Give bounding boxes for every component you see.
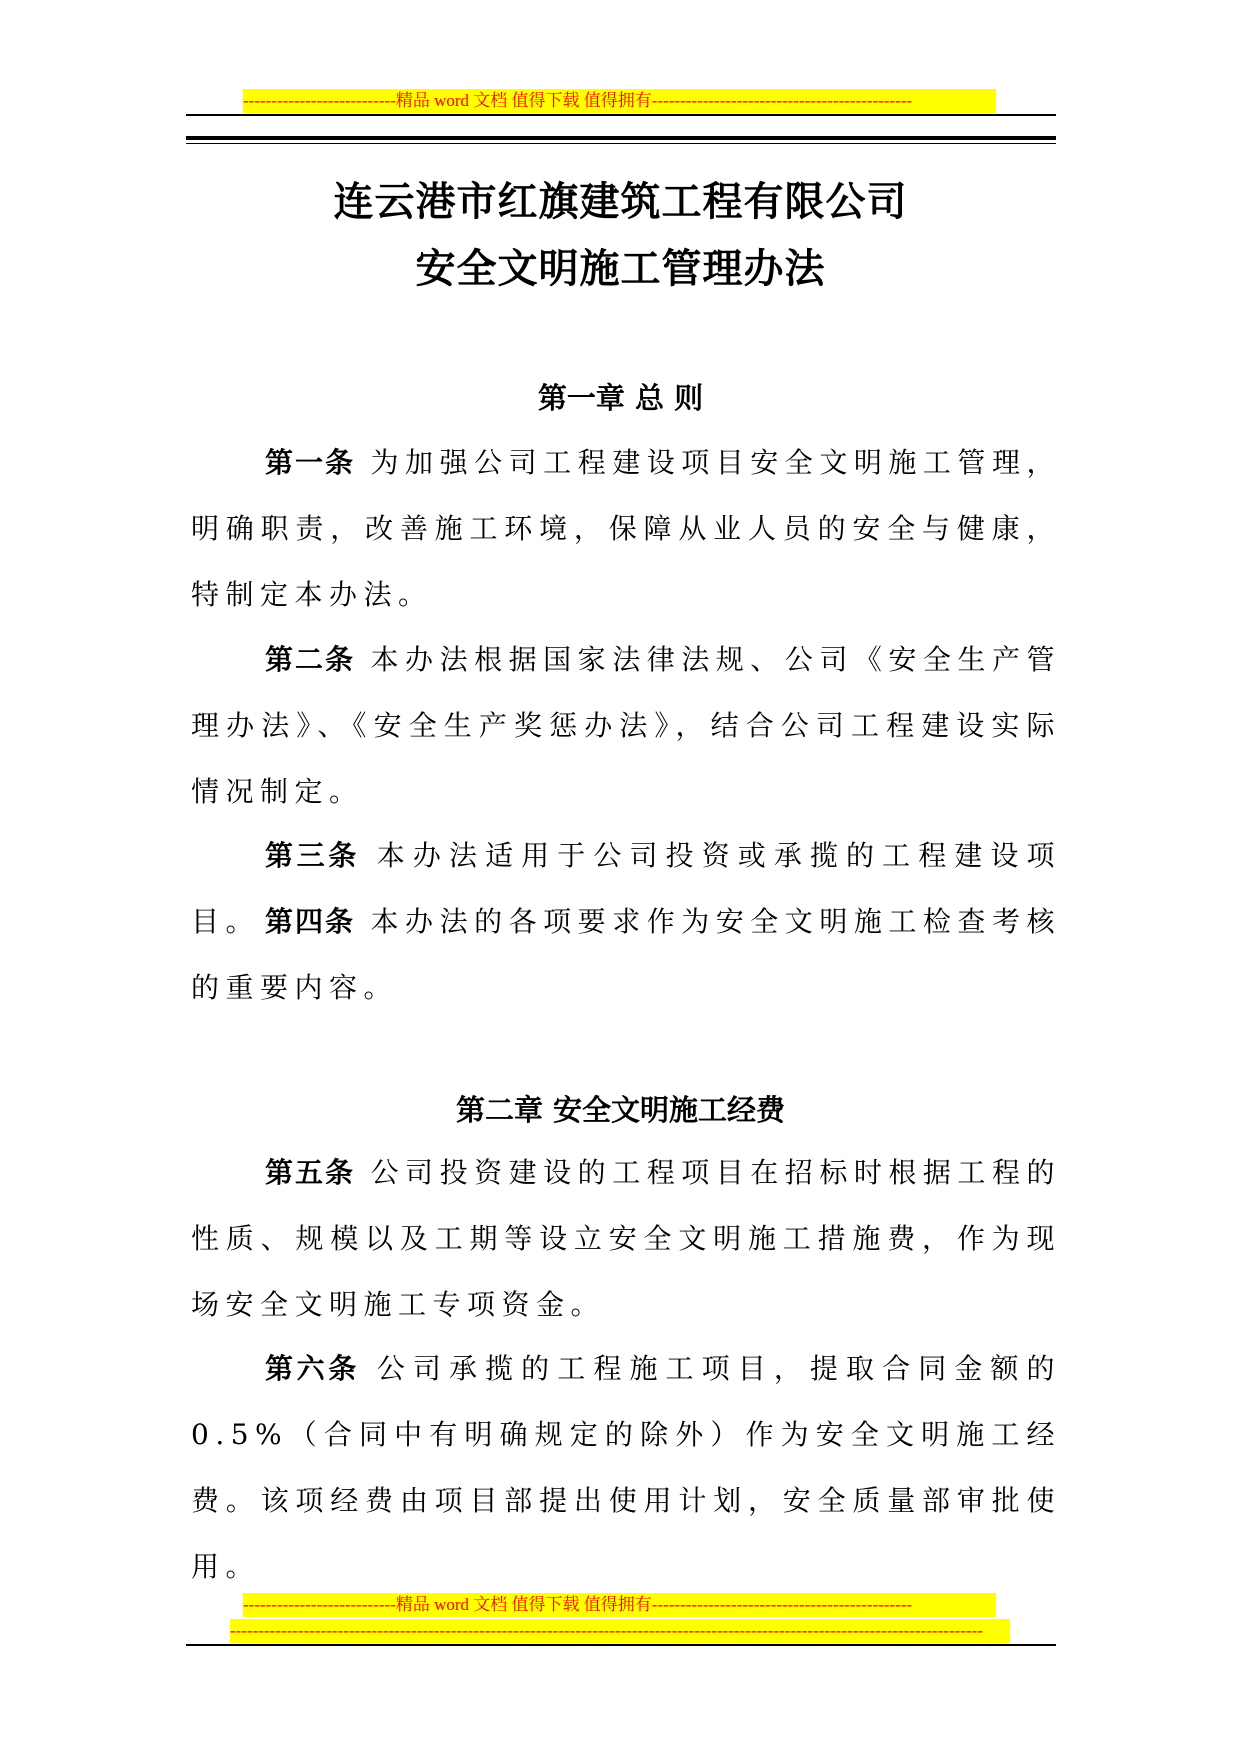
article-6 (191, 1336, 1061, 1600)
article-text: 本办法适用于公司投资或承揽的工程建设项目。 (191, 839, 1061, 938)
article-5 (191, 1140, 1061, 1338)
document-title-line1: 连云港市红旗建筑工程有限公司 (333, 179, 908, 225)
article-1 (191, 430, 1061, 628)
article-label: 第六条 (265, 1352, 360, 1385)
article-2 (191, 627, 1061, 825)
article-text: 公司投资建设的工程项目在招标时根据工程的性质、规模以及工期等设立安全文明施工措施费，作为现场安全文明施工专项资金。 (191, 1156, 1061, 1321)
article-text: 公司承揽的工程施工项目，提取合同金额的0.5%（合同中有明确规定的除外）作为安全文明施工经费。该项经费由项目部提出使用计划，安全质量部审批使用。 (191, 1352, 1061, 1583)
article-label: 第三条 (265, 839, 360, 872)
article-text: 本办法的各项要求作为安全文明施工检查考核的重要内容。 (191, 905, 1061, 1004)
article-label: 第四条 (265, 905, 356, 938)
header-rule (186, 114, 1056, 116)
article-4 (191, 889, 1061, 1021)
chapter-1-heading: 第一章 总 则 (537, 381, 704, 415)
article-label: 第一条 (265, 446, 356, 479)
article-label: 第二条 (265, 643, 356, 676)
footer-banner: ---------------------------精品 word 文档 值得下载 值得拥有---------------------------------------------- (243, 1593, 996, 1617)
chapter-2-heading: 第二章 安全文明施工经费 (455, 1093, 786, 1127)
header-banner: ---------------------------精品 word 文档 值得下载 值得拥有---------------------------------------------- (243, 89, 996, 113)
header-double-rule-top (186, 136, 1056, 140)
footer-rule (186, 1644, 1056, 1646)
document-title-line2: 安全文明施工管理办法 (415, 246, 826, 292)
footer-dash-line: ------------------------------------------------------------------------------------------------------------------------------------- (230, 1619, 1010, 1643)
header-double-rule-bottom (186, 143, 1056, 144)
article-text: 为加强公司工程建设项目安全文明施工管理，明确职责，改善施工环境，保障从业人员的安全与健康，特制定本办法。 (191, 446, 1061, 611)
article-label: 第五条 (265, 1156, 356, 1189)
article-text: 本办法根据国家法律法规、公司《安全生产管理办法》、《安全生产奖惩办法》，结合公司工程建设实际情况制定。 (191, 643, 1061, 808)
